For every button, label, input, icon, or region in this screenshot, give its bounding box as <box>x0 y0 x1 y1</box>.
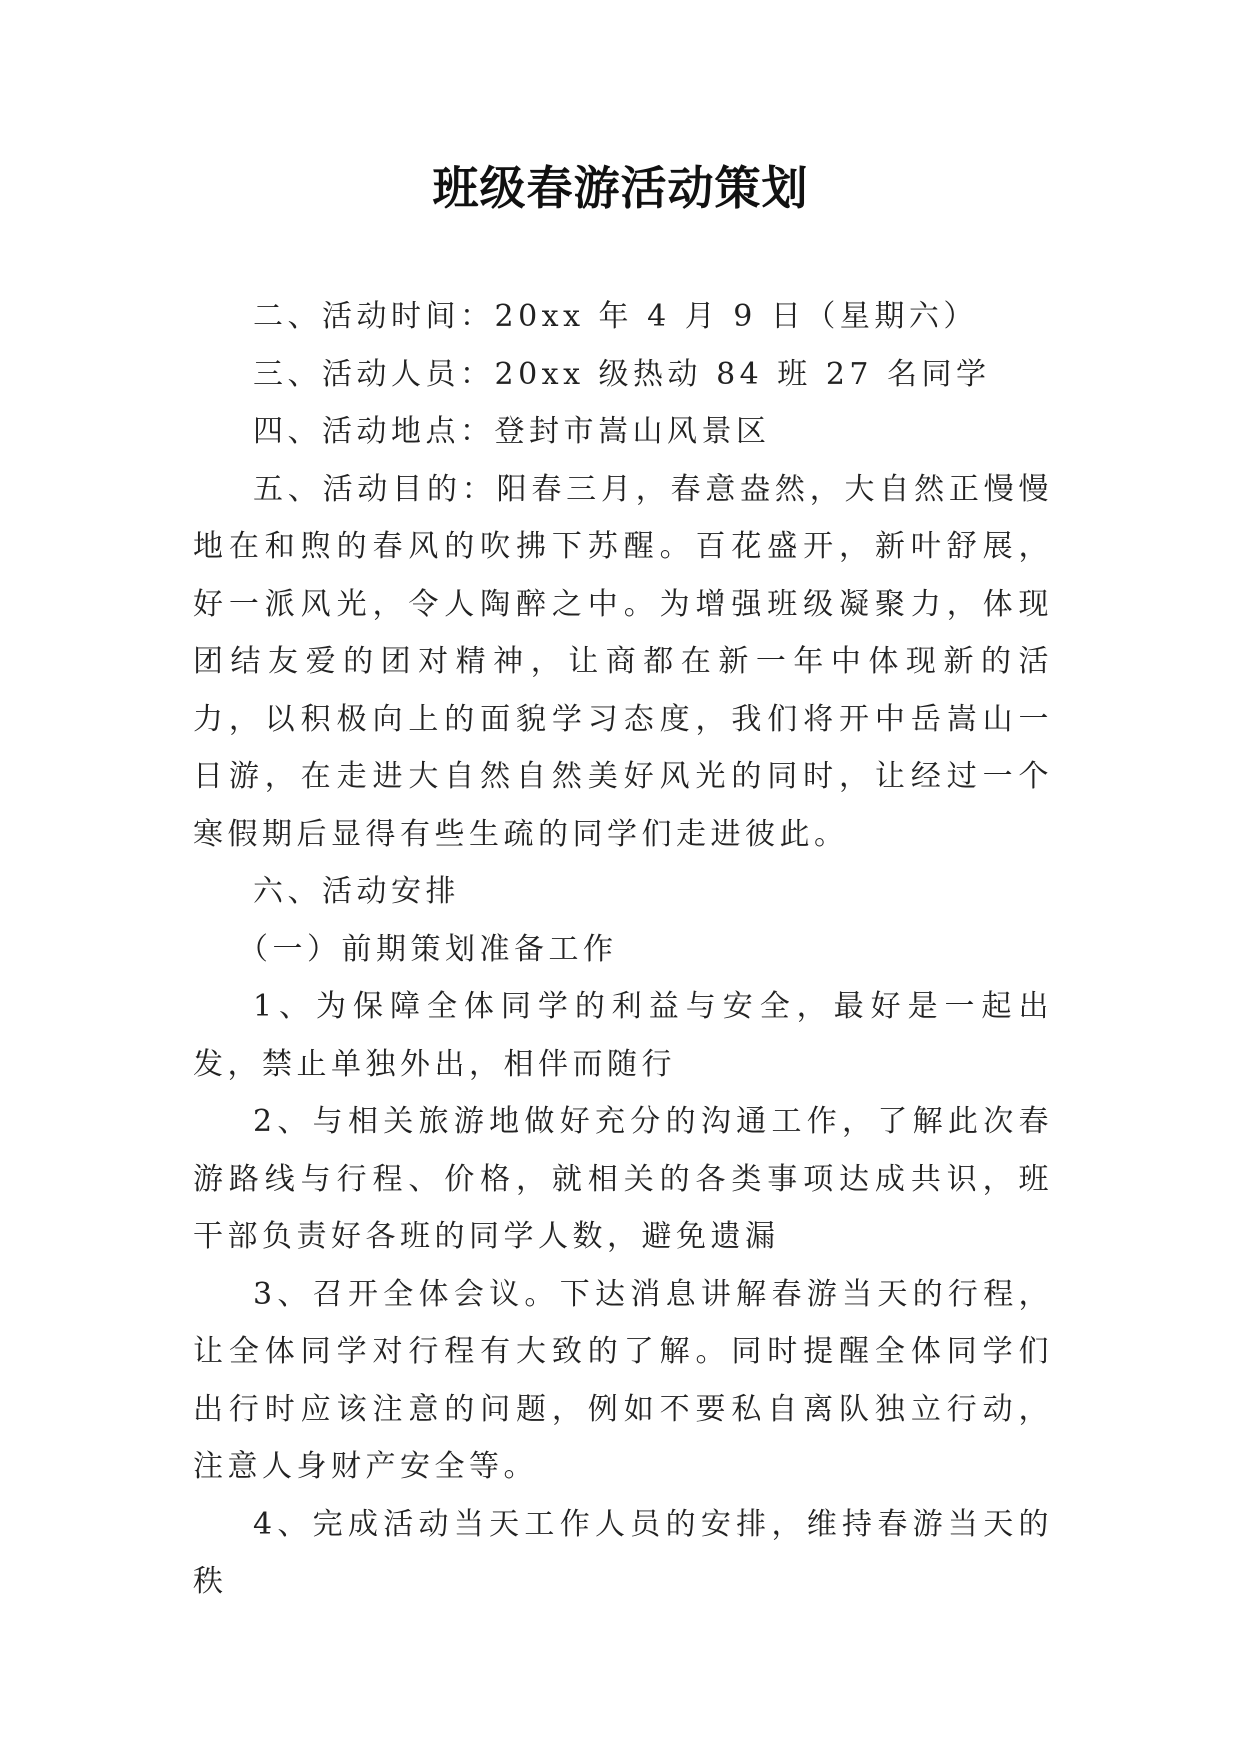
paragraph-activity-arrangement: 六、活动安排 <box>253 874 460 909</box>
paragraph-activity-participants: 三、活动人员：20xx 级热动 84 班 27 名同学 <box>253 356 991 392</box>
document-body <box>193 288 1053 1611</box>
paragraph-item-3: 3、召开全体会议。下达消息讲解春游当天的行程，让全体同学对行程有大致的了解。同时提醒全体同学们出行时应该注意的问题，例如不要私自离队独立行动，注意人身财产安全等。 <box>193 1276 1053 1484</box>
paragraph-activity-purpose: 五、活动目的：阳春三月，春意盎然，大自然正慢慢地在和煦的春风的吹拂下苏醒。百花盛开，新叶舒展，好一派风光，令人陶醉之中。为增强班级凝聚力，体现团结友爱的团对精神，让商都在新一年中体现新的活力，以积极向上的面貌学习态度，我们将开中岳嵩山一日游，在走进大自然自然美好风光的同时，让经过一个寒假期后显得有些生疏的同学们走进彼此。 <box>193 471 1053 852</box>
paragraph-item-4: 4、完成活动当天工作人员的安排，维持春游当天的秩 <box>193 1506 1053 1599</box>
paragraph-preparation-heading: （一）前期策划准备工作 <box>238 931 618 967</box>
paragraph-item-1: 1、为保障全体同学的利益与安全，最好是一起出发，禁止单独外出，相伴而随行 <box>193 989 1053 1082</box>
paragraph-activity-time: 二、活动时间：20xx 年 4 月 9 日（星期六） <box>253 299 978 334</box>
page-title: 班级春游活动策划 <box>432 161 809 215</box>
paragraph-activity-location: 四、活动地点：登封市嵩山风景区 <box>253 414 771 449</box>
paragraph-item-2: 2、与相关旅游地做好充分的沟通工作，了解此次春游路线与行程、价格，就相关的各类事项达成共识，班干部负责好各班的同学人数，避免遗漏 <box>193 1104 1053 1254</box>
